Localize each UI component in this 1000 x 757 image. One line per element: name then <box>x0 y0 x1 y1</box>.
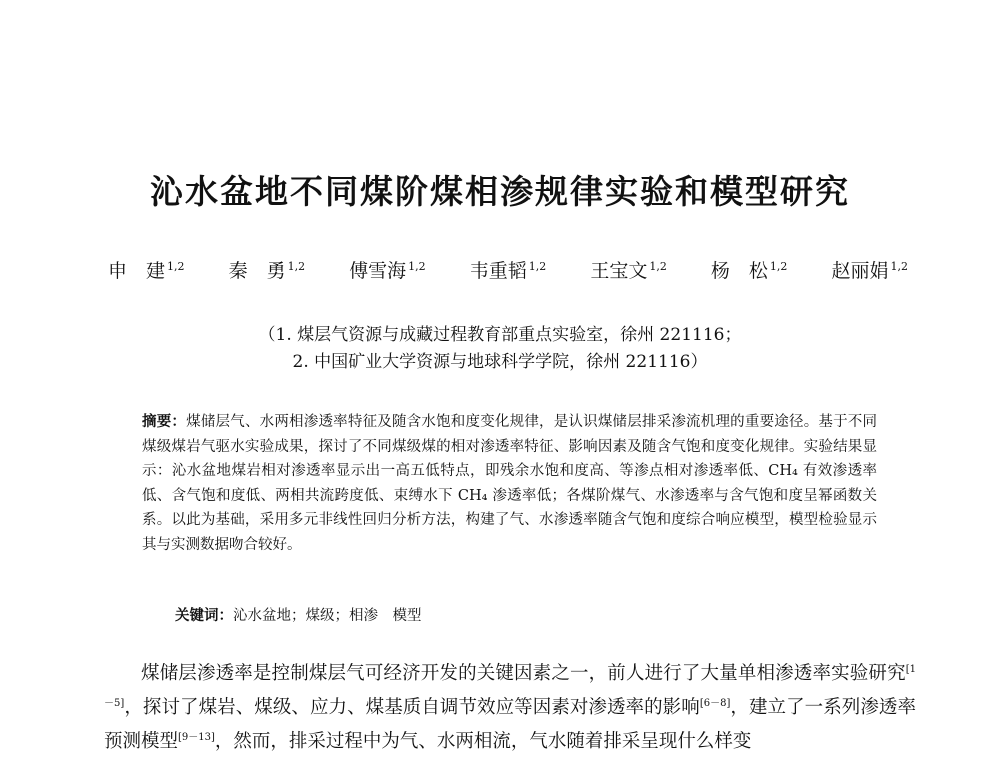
body-text-segment: ，探讨了煤岩、煤级、应力、煤基质自调节效应等因素对渗透率的影响 <box>124 697 700 719</box>
abstract-text: 煤储层气、水两相渗透率特征及随含水饱和度变化规律，是认识煤储层排采渗流机理的重要途径。基于不同煤级煤岩气驱水实验成果，探讨了不同煤级煤的相对渗透率特征、影响因素及随含气饱和度变化规律。实验结果显示：沁水盆地煤岩相对渗透率显示出一高五低特点，即残余水饱和度高、等渗点相对渗透率低、CH₄ 有效渗透率低、含气饱和度低、两相共流跨度低、束缚水下 CH₄ 渗透率低；各煤阶煤气、水渗透率与含气饱和度呈幂函数关系。以此为基础，采用多元非线性回归分析方法，构建了气、水渗透率随含气饱和度综合响应模型，模型检验显示其与实测数据吻合较好。 <box>142 414 878 553</box>
citation: [9－13] <box>178 732 215 744</box>
body-text-segment: ，然而，排采过程中为气、水两相流，气水随着排采呈现什么样变 <box>214 731 752 753</box>
citation: [1－5] <box>104 664 916 710</box>
affiliation-line: 2. 中国矿业大学资源与地球科学学院，徐州 221116） <box>292 352 708 372</box>
body-paragraph <box>104 655 916 757</box>
author <box>711 256 788 283</box>
author-affiliation-mark: 1,2 <box>769 259 788 273</box>
author <box>229 256 306 283</box>
author-name: 秦 勇 <box>228 260 286 282</box>
author-name: 杨 松 <box>710 260 768 282</box>
author-affiliation-mark: 1,2 <box>649 259 667 273</box>
author-affiliation-mark: 1,2 <box>167 259 185 273</box>
author <box>470 256 547 283</box>
keywords-text: 沁水盆地；煤级；相渗 模型 <box>233 608 422 624</box>
keywords <box>175 604 422 625</box>
author-affiliation-mark: 1,2 <box>890 259 908 273</box>
keywords-label: 关键词： <box>175 608 233 624</box>
author-name: 赵丽娟 <box>831 260 889 282</box>
author-name: 王宝文 <box>590 260 648 282</box>
abstract-label: 摘要： <box>142 414 187 430</box>
author <box>831 256 908 283</box>
affiliation-line: （1. 煤层气资源与成藏过程教育部重点实验室，徐州 221116； <box>258 325 742 345</box>
author-name: 傅雪海 <box>349 260 407 282</box>
citation: [6－8] <box>699 698 731 710</box>
author <box>349 256 426 283</box>
body-text-segment: ，建立了一系列渗透率预测模型 <box>104 697 916 753</box>
author-list <box>108 256 908 283</box>
body-text-segment: 煤储层渗透率是控制煤层气可经济开发的关键因素之一，前人进行了大量单相渗透率实验研究 <box>141 663 906 685</box>
author <box>590 256 667 283</box>
author-affiliation-mark: 1,2 <box>408 259 426 273</box>
author-name: 韦重韬 <box>469 260 527 282</box>
author-name: 申 建 <box>108 260 166 282</box>
abstract <box>142 410 877 557</box>
author-affiliation-mark: 1,2 <box>528 259 547 273</box>
author <box>108 256 185 283</box>
author-affiliation-mark: 1,2 <box>287 259 306 273</box>
paper-title: 沁水盆地不同煤阶煤相渗规律实验和模型研究 <box>150 172 850 211</box>
